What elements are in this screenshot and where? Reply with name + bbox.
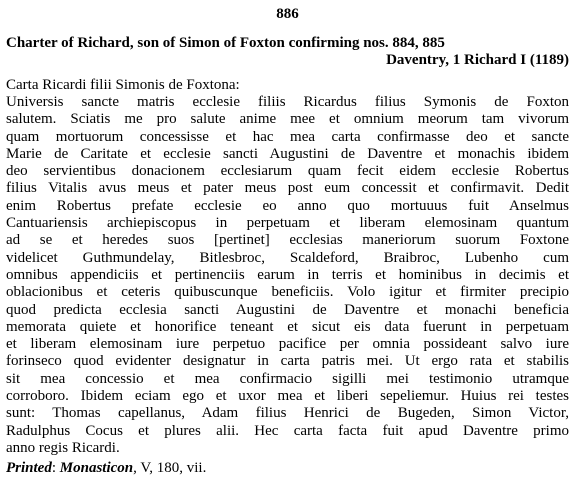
printed-reference <box>6 459 206 477</box>
charter-heading-title: Charter of Richard, son of Simon of Foxton confirming nos. 884, 885 <box>6 35 445 51</box>
body-line: quod predicta ecclesia sancti Augustini de Daventre et monachi beneficia <box>6 301 569 318</box>
charter-heading-date: Daventry, 1 Richard I (1189) <box>386 52 569 68</box>
printed-reference-detail: , V, 180, vii. <box>133 460 207 476</box>
printed-label: Printed <box>6 460 52 476</box>
body-line: forinseco quod evidenter designatur in carta patris mei. Ut ergo rata et stabilis <box>6 353 569 370</box>
document-number: 886 <box>276 6 299 22</box>
body-line: filius Vitalis avus meus et pater meus post eum concessit et confirmavit. Dedit <box>6 180 569 197</box>
body-line: Marie de Caritate et ecclesie sancti Augustini de Daventre et monachis ibidem <box>6 145 569 162</box>
body-line: et liberam elemosinam iure perpetuo pacifice per omnia possideant salvo iure <box>6 336 569 353</box>
body-line: deo servientibus donacionem ecclesiarum quam fecit eidem ecclesie Robertus <box>6 163 569 180</box>
body-line: Universis sancte matris ecclesie filiis Ricardus filius Symonis de Foxton <box>6 94 569 110</box>
body-line: sit mea concessio et mea confirmacio sigilli mei testimonio utramque <box>6 370 569 387</box>
body-line: memorata quiete et honorifice teneant et sicut eis data fuerunt in perpetuam <box>6 318 569 335</box>
printed-source: Monasticon <box>59 460 134 476</box>
charter-label: Carta Ricardi filii Simonis de Foxtona: <box>6 77 240 93</box>
body-line: corroboro. Ibidem eciam ego et uxor mea et liberi sepeliemur. Huius rei testes <box>6 388 569 405</box>
body-line: ad se et heredes suos [pertinet] ecclesias maneriorum suorum Foxtone <box>6 232 569 249</box>
body-line: quam mortuorum concessisse et hac mea carta confirmasse deo et sancte <box>6 128 569 145</box>
body-line: enim Robertus prefate ecclesie eo anno quo mortuuus fuit Anselmus <box>6 197 569 214</box>
body-line: salutem. Sciatis me pro salute anime mee et omnium meorum tam vivorum <box>6 111 569 128</box>
body-line: Radulphus Cocus et plures alii. Hec carta facta fuit apud Daventre primo <box>6 422 569 439</box>
printed-colon: : <box>51 460 57 476</box>
body-line: oblacionibus et ceteris quibuscunque beneficiis. Volo igitur et firmiter precipio <box>6 284 569 301</box>
body-line: anno regis Ricardi. <box>6 439 120 456</box>
charter-body-text <box>6 94 569 457</box>
body-line: sunt: Thomas capellanus, Adam filius Henrici de Bugeden, Simon Victor, <box>6 405 569 422</box>
body-line: omnibus appendiciis et pertinenciis earum in terris et hominibus in decimis et <box>6 266 569 283</box>
body-line: Cantuariensis archiepiscopus in perpetuam et liberam elemosinam quantum <box>6 215 569 232</box>
body-line: videlicet Guthmundelay, Bitlesbroc, Scaldeford, Braibroc, Lubenho cum <box>6 249 569 266</box>
